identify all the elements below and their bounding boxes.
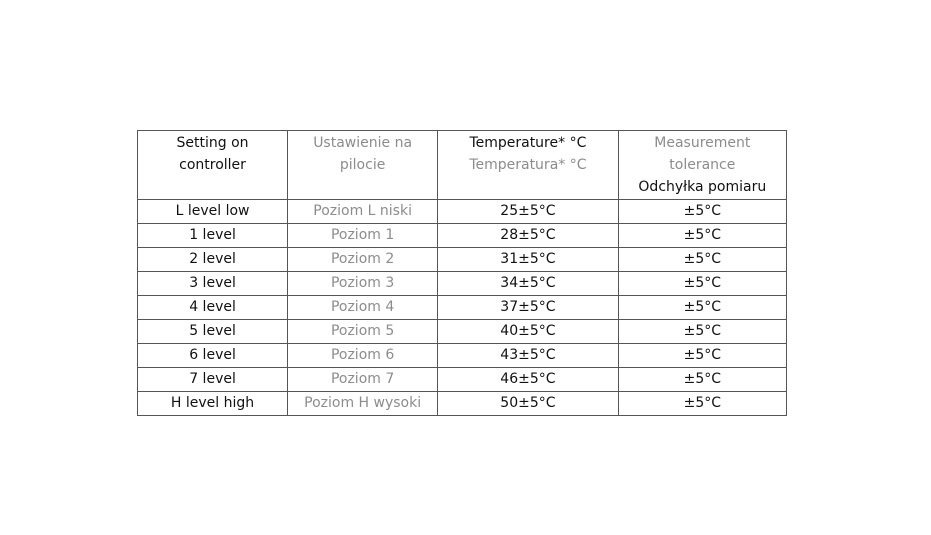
header-tolerance xyxy=(618,131,786,200)
cell-setting-en: 1 level xyxy=(138,224,288,248)
header-temperature-en: Temperature* °C xyxy=(469,135,587,151)
cell-setting-pl: Poziom 5 xyxy=(288,320,438,344)
header-tolerance-en-line: tolerance xyxy=(669,157,736,173)
cell-temperature: 40±5°C xyxy=(438,320,619,344)
header-setting-en-line: controller xyxy=(179,157,246,173)
header-tolerance-pl: Odchyłka pomiaru xyxy=(638,179,767,195)
table-body xyxy=(138,131,787,416)
cell-tolerance: ±5°C xyxy=(618,320,786,344)
cell-setting-pl: Poziom H wysoki xyxy=(288,392,438,416)
table-row xyxy=(138,248,787,272)
cell-setting-pl: Poziom 4 xyxy=(288,296,438,320)
cell-tolerance: ±5°C xyxy=(618,248,786,272)
cell-setting-en: 5 level xyxy=(138,320,288,344)
table-row xyxy=(138,344,787,368)
cell-setting-en: 2 level xyxy=(138,248,288,272)
header-setting-en xyxy=(138,131,288,200)
cell-temperature: 34±5°C xyxy=(438,272,619,296)
cell-tolerance: ±5°C xyxy=(618,224,786,248)
table-row xyxy=(138,200,787,224)
cell-temperature: 46±5°C xyxy=(438,368,619,392)
cell-setting-pl: Poziom 1 xyxy=(288,224,438,248)
table-row xyxy=(138,296,787,320)
header-setting-pl-line: pilocie xyxy=(339,157,386,173)
table-row xyxy=(138,320,787,344)
header-tolerance-en-line: Measurement xyxy=(654,135,751,151)
cell-tolerance: ±5°C xyxy=(618,344,786,368)
cell-temperature: 37±5°C xyxy=(438,296,619,320)
cell-temperature: 50±5°C xyxy=(438,392,619,416)
table-row xyxy=(138,272,787,296)
cell-setting-pl: Poziom 6 xyxy=(288,344,438,368)
header-setting-pl-line: Ustawienie na xyxy=(313,135,413,151)
cell-tolerance: ±5°C xyxy=(618,392,786,416)
header-setting-en-line: Setting on xyxy=(176,135,249,151)
cell-setting-en: 6 level xyxy=(138,344,288,368)
cell-setting-pl: Poziom 3 xyxy=(288,272,438,296)
table-row xyxy=(138,224,787,248)
cell-setting-en: L level low xyxy=(138,200,288,224)
cell-setting-pl: Poziom L niski xyxy=(288,200,438,224)
header-temperature-pl: Temperatura* °C xyxy=(469,157,587,173)
table-row xyxy=(138,392,787,416)
cell-setting-en: 7 level xyxy=(138,368,288,392)
cell-temperature: 28±5°C xyxy=(438,224,619,248)
temperature-settings-table xyxy=(137,130,787,416)
cell-tolerance: ±5°C xyxy=(618,296,786,320)
table-header-row xyxy=(138,131,787,200)
cell-tolerance: ±5°C xyxy=(618,200,786,224)
cell-tolerance: ±5°C xyxy=(618,272,786,296)
cell-setting-pl: Poziom 2 xyxy=(288,248,438,272)
header-temperature xyxy=(438,131,619,200)
table-row xyxy=(138,368,787,392)
cell-setting-en: 3 level xyxy=(138,272,288,296)
cell-temperature: 31±5°C xyxy=(438,248,619,272)
cell-setting-en: H level high xyxy=(138,392,288,416)
header-setting-pl xyxy=(288,131,438,200)
cell-setting-pl: Poziom 7 xyxy=(288,368,438,392)
cell-temperature: 43±5°C xyxy=(438,344,619,368)
cell-temperature: 25±5°C xyxy=(438,200,619,224)
cell-setting-en: 4 level xyxy=(138,296,288,320)
cell-tolerance: ±5°C xyxy=(618,368,786,392)
